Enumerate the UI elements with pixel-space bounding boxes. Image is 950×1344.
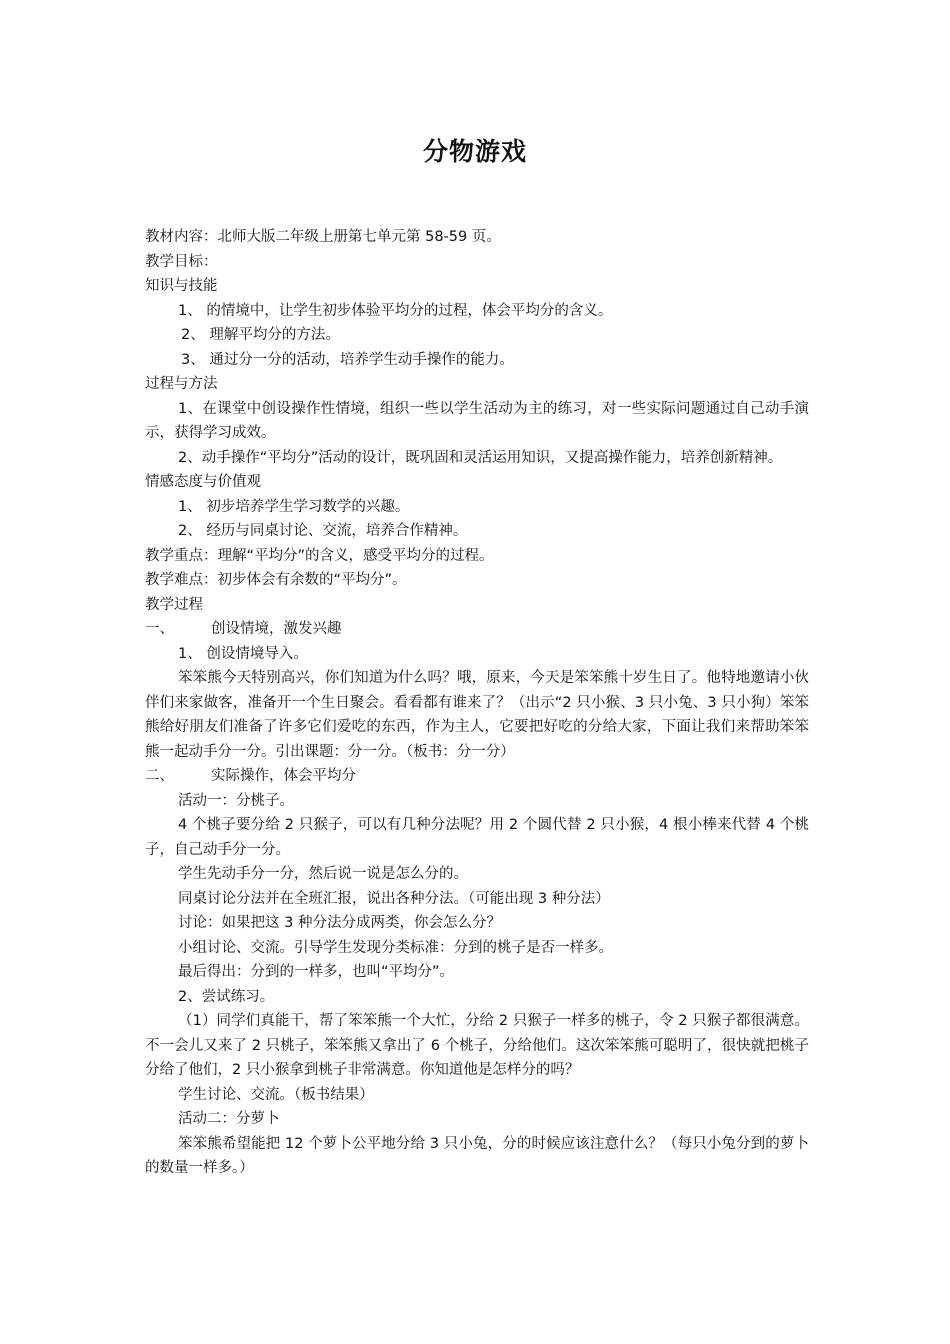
- process-item-2: 2、动手操作“平均分”活动的设计，既巩固和灵活运用知识，又提高操作能力，培养创新精神。: [178, 449, 783, 466]
- activity-1-line-1: 学生先动手分一分，然后说一说是怎么分的。: [178, 866, 468, 882]
- knowledge-item-1: 1、 的情境中，让学生初步体验平均分的过程，体会平均分的含义。: [178, 302, 613, 319]
- activity-1-line-3: 讨论：如果把这 3 种分法分成两类，你会怎么分？: [178, 915, 501, 931]
- knowledge-label: 知识与技能: [145, 278, 218, 294]
- try-practice-paragraph: （1）同学们真能干，帮了笨笨熊一个大忙，分给 2 只猴子一样多的桃子，令 2 只猴子都很满意。不一会儿又来了 2 只桃子，笨笨熊又拿出了 6 个桃子，分给他们。这次笨笨熊可聪明了，很快就把桃子分给了他们，2 只小猴拿到桃子非常满意。你知道他是怎样分的吗？: [145, 1013, 809, 1078]
- activity-2-label: 活动二：分萝卜: [178, 1111, 280, 1127]
- section-2-number: 二、: [145, 768, 174, 784]
- activity-1-paragraph: 4 个桃子要分给 2 只猴子，可以有几种分法呢？用 2 个圆代替 2 只小猴，4 根小棒来代替 4 个桃子，自己动手分一分。: [145, 817, 809, 858]
- attitude-item-2: 2、 经历与同桌讨论、交流，培养合作精神。: [178, 523, 468, 539]
- document-title: 分物游戏: [422, 137, 527, 166]
- goals-label: 教学目标：: [145, 253, 218, 270]
- section-1-heading: [145, 617, 809, 642]
- activity-1-line-5: 最后得出：分到的一样多，也叫“平均分”。: [178, 964, 455, 980]
- document-body: [145, 225, 809, 1181]
- attitude-label: 情感态度与价值观: [145, 474, 261, 490]
- section-1-number: 一、: [145, 621, 174, 637]
- key-point: 教学重点：理解“平均分”的含义，感受平均分的过程。: [145, 547, 494, 564]
- activity-2-paragraph: 笨笨熊希望能把 12 个萝卜公平地分给 3 只小兔，分的时候应该注意什么？（每只小兔分到的萝卜的数量一样多。）: [145, 1135, 809, 1176]
- material-line: 教材内容：北师大版二年级上册第七单元第 58-59 页。: [145, 229, 501, 245]
- section-2-title: 实际操作，体会平均分: [211, 768, 356, 784]
- activity-1-line-4: 小组讨论、交流。引导学生发现分类标准：分到的桃子是否一样多。: [178, 939, 613, 956]
- process-label: 过程与方法: [145, 376, 218, 392]
- knowledge-item-2: 2、 理解平均分的方法。: [181, 327, 340, 343]
- try-practice-line-1: 学生讨论、交流。（板书结果）: [178, 1086, 374, 1103]
- activity-1-label: 活动一：分桃子。: [178, 792, 294, 809]
- procedure-label: 教学过程: [145, 596, 203, 613]
- try-practice-label: 2、尝试练习。: [178, 988, 275, 1005]
- difficulty: 教学难点：初步体会有余数的“平均分”。: [145, 572, 407, 588]
- activity-1-line-2: 同桌讨论分法并在全班汇报，说出各种分法。（可能出现 3 种分法）: [178, 890, 610, 907]
- process-item-1: 1、在课堂中创设操作性情境，组织一些以学生活动为主的练习，对一些实际问题通过自己动手演示，获得学习成效。: [145, 400, 809, 441]
- section-2-heading: [145, 764, 809, 789]
- attitude-item-1: 1、 初步培养学生学习数学的兴趣。: [178, 498, 410, 515]
- section-1-title: 创设情境，激发兴趣: [211, 621, 342, 637]
- knowledge-item-3: 3、 通过分一分的活动，培养学生动手操作的能力。: [181, 351, 514, 368]
- section-1-item-1: 1、 创设情境导入。: [178, 645, 308, 662]
- section-1-paragraph: 笨笨熊今天特别高兴，你们知道为什么吗？哦，原来，今天是笨笨熊十岁生日了。他特地邀请小伙伴们来家做客，准备开一个生日聚会。看看都有谁来了？（出示“2 只小猴、3 只小兔、3 只小狗）笨笨熊给好朋友们准备了许多它们爱吃的东西，作为主人，它要把好吃的分给大家，下面让我们来帮助笨笨熊一起动手分一分。引出课题：分一分。（板书：分一分）: [145, 670, 809, 760]
